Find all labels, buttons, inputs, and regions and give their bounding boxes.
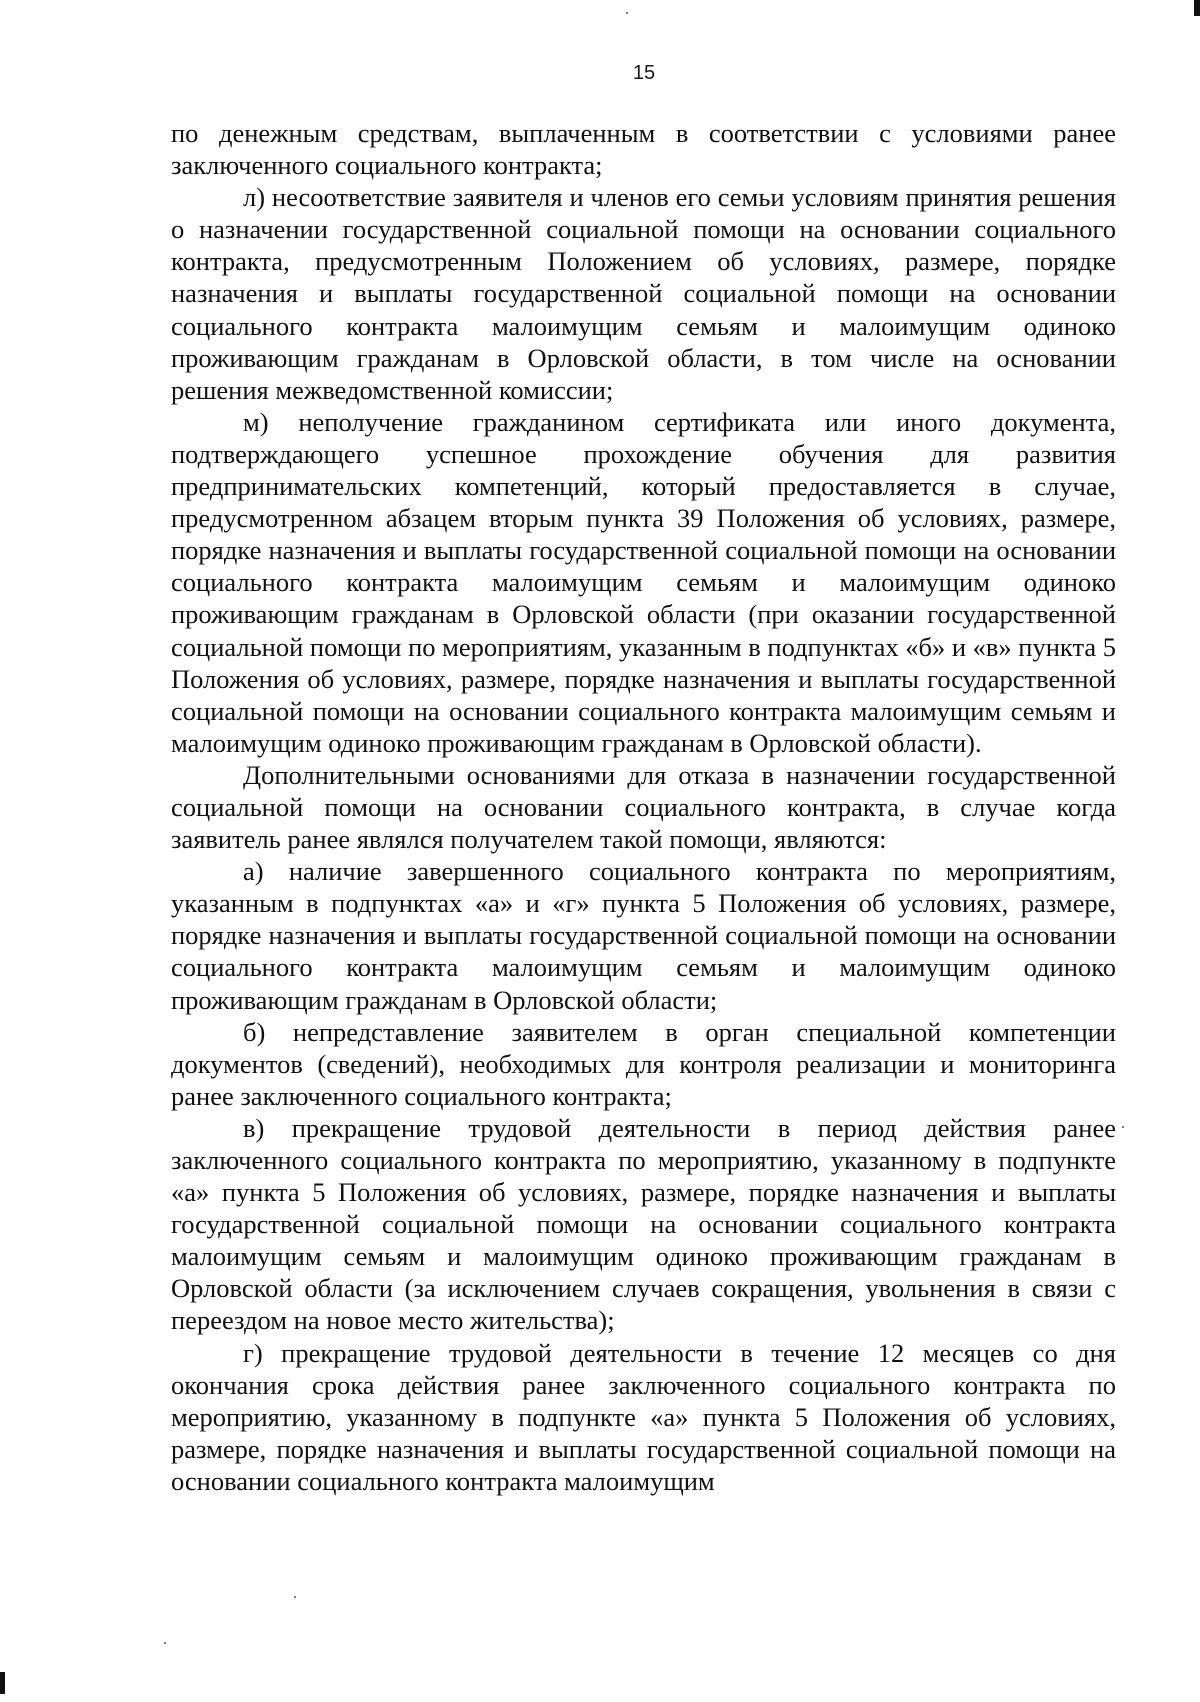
paragraph-item-a: а) наличие завершенного социального контракта по мероприятиям, указанным в подпунктах «а» и «г» пункта 5 Положения об условиях, размере, порядке назначения и выплаты государственной социальной помощи на основании социального контракта малоимущим семьям и малоимущим одиноко проживающим гражданам в Орловской области;: [171, 856, 1116, 1015]
paragraph-item-m: м) неполучение гражданином сертификата или иного документа, подтверждающего успешное прохождение обучения для развития предпринимательских компетенций, который предоставляется в случае, предусмотренном абзацем вторым пункта 39 Положения об условиях, размере, порядке назначения и выплаты государственной социальной помощи на основании социального контракта малоимущим семьям и малоимущим одиноко проживающим гражданам в Орловской области (при оказании государственной социальной помощи по мероприятиям, указанным в подпунктах «б» и «в» пункта 5 Положения об условиях, размере, порядке назначения и выплаты государственной социальной помощи на основании социального контракта малоимущим семьям и малоимущим одиноко проживающим гражданам в Орловской области).: [171, 406, 1116, 758]
document-body: [171, 117, 1116, 1497]
scan-speck: [164, 1642, 166, 1644]
paragraph-item-l: л) несоответствие заявителя и членов его семьи условиям принятия решения о назначении государственной социальной помощи на основании социального контракта, предусмотренным Положением об условиях, размере, порядке назначения и выплаты государственной социальной помощи на основании социального контракта малоимущим семьям и малоимущим одиноко проживающим гражданам в Орловской области, в том числе на основании решения межведомственной комиссии;: [171, 182, 1116, 405]
page-number: 15: [632, 62, 656, 84]
scan-speck: [1122, 1126, 1124, 1128]
scan-speck: [626, 12, 628, 14]
scan-speck: [294, 1596, 296, 1598]
paragraph: по денежным средствам, выплаченным в соответствии с условиями ранее заключенного социального контракта;: [171, 118, 1116, 181]
paragraph-item-b: б) непредставление заявителем в орган специальной компетенции документов (сведений), необходимых для контроля реализации и мониторинга ранее заключенного социального контракта;: [171, 1016, 1116, 1111]
paragraph-item-v: в) прекращение трудовой деятельности в период действия ранее заключенного социального контракта по мероприятию, указанному в подпункте «а» пункта 5 Положения об условиях, размере, порядке назначения и выплаты государственной социальной помощи на основании социального контракта малоимущим семьям и малоимущим одиноко проживающим гражданам в Орловской области (за исключением случаев сокращения, увольнения в связи с переездом на новое место жительства);: [171, 1112, 1116, 1336]
scan-edge-mark-top-right: [1194, 0, 1200, 16]
paragraph-additional-grounds: Дополнительными основаниями для отказа в назначении государственной социальной помощи на основании социального контракта, в случае когда заявитель ранее являлся получателем такой помощи, являются:: [171, 759, 1116, 855]
scan-edge-mark-bottom-left: [0, 1672, 5, 1694]
paragraph-item-g: г) прекращение трудовой деятельности в течение 12 месяцев со дня окончания срока действия ранее заключенного социального контракта по мероприятию, указанному в подпункте «а» пункта 5 Положения об условиях, размере, порядке назначения и выплаты государственной социальной помощи на основании социального контракта малоимущим: [171, 1337, 1116, 1496]
